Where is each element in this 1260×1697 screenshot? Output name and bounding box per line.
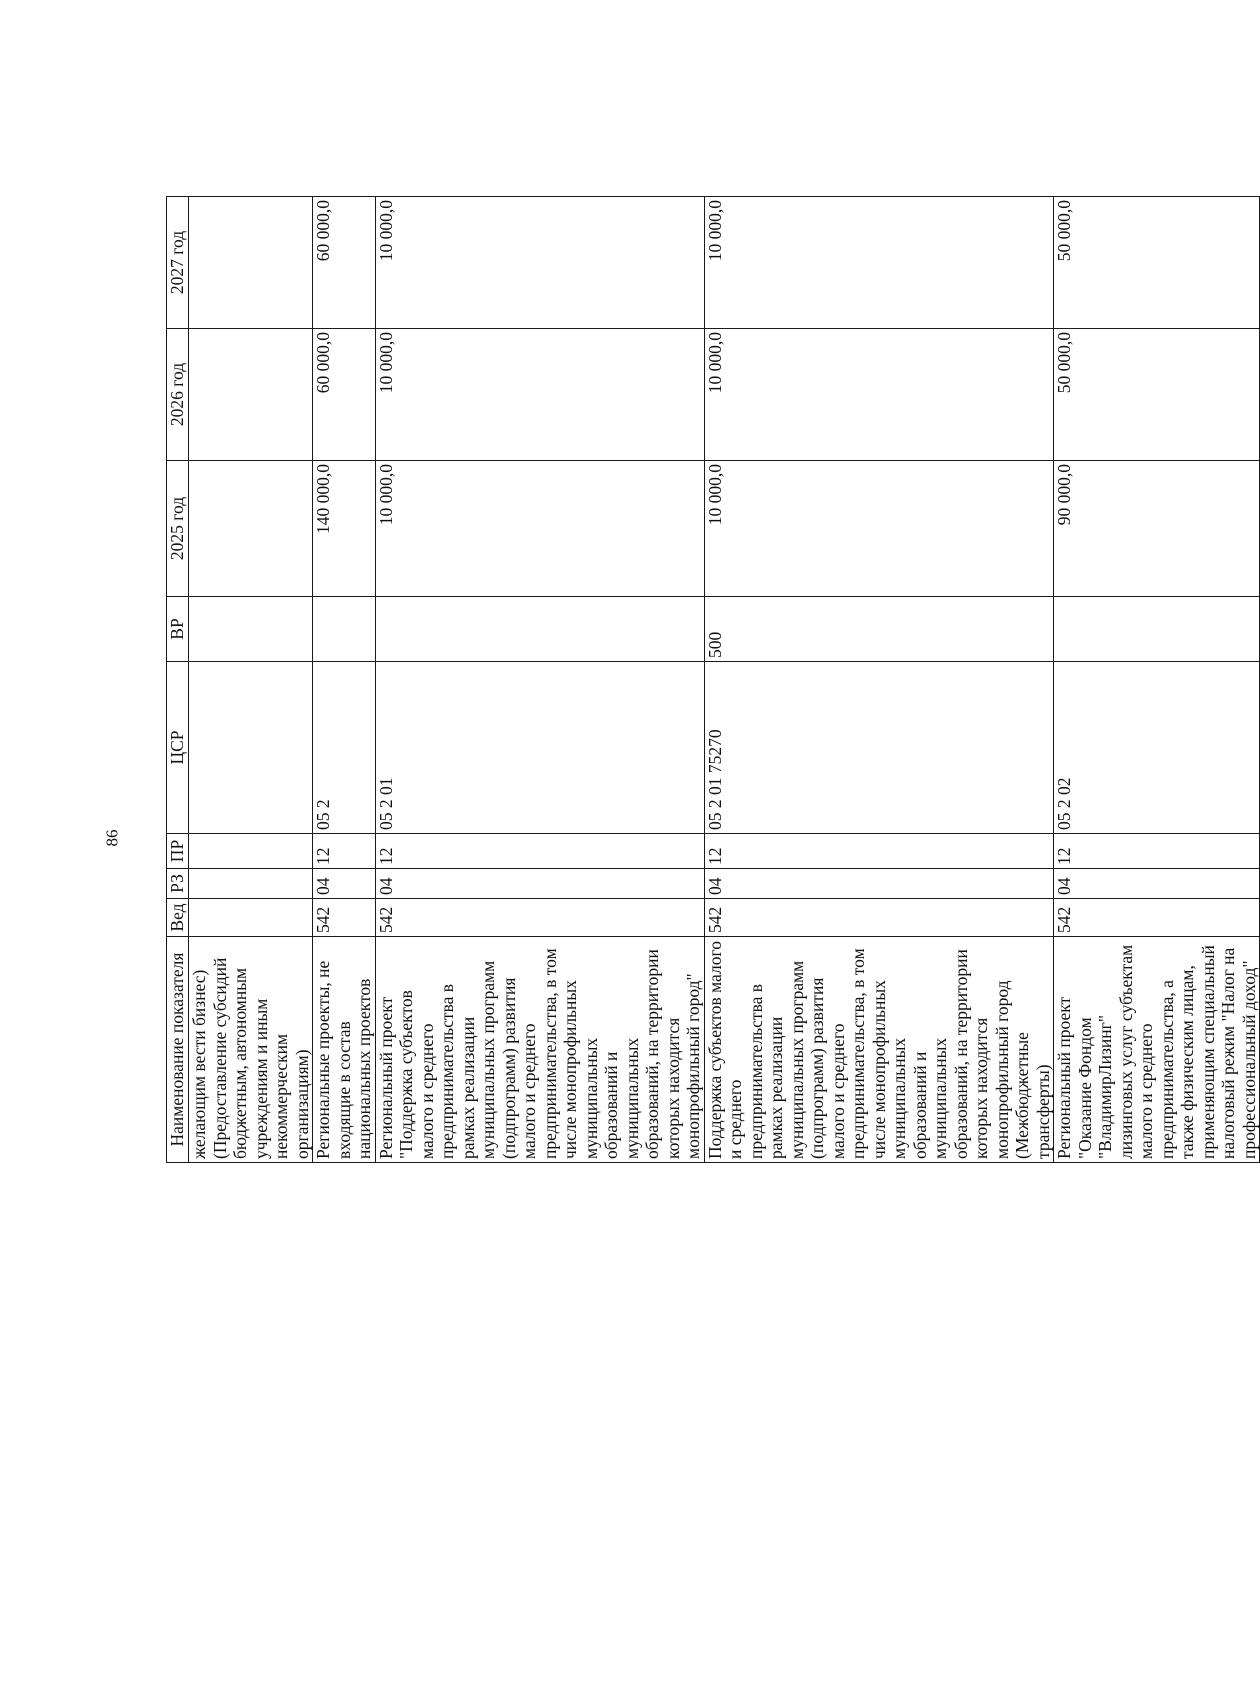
- header-pr: ПР: [167, 834, 189, 869]
- cell-ved: 542: [1054, 899, 1260, 937]
- rotated-page-content: [166, 102, 1259, 1302]
- cell-csr: 05 2 01 75270: [704, 662, 1054, 834]
- header-vr: ВР: [167, 597, 189, 662]
- cell-pr: 12: [1054, 834, 1260, 869]
- cell-rz: 04: [1054, 869, 1260, 899]
- cell-vr: [189, 597, 313, 662]
- cell-ved: 542: [704, 899, 1054, 937]
- cell-csr: [189, 662, 313, 834]
- table-header-row: [167, 197, 189, 1163]
- table-row: [375, 197, 704, 1163]
- cell-name: Поддержка субъектов малого и среднего предпринимательства в рамках реализации муниципальных программ (подпрограмм) развития малого и среднего предпринимательства, в том числе монопрофильных муниципальных образований и муниципальных образований, на территории которых находится монопрофильный город (Межбюджетные трансферты): [704, 937, 1054, 1163]
- header-2026: 2026 год: [167, 329, 189, 461]
- cell-2027: 60 000,0: [313, 197, 376, 329]
- header-ved: Вед: [167, 899, 189, 937]
- cell-vr: [313, 597, 376, 662]
- cell-name: желающим вести бизнес) (Предоставление субсидий бюджетным, автономным учреждениям и иным некоммерческим организациям): [189, 937, 313, 1163]
- cell-rz: 04: [704, 869, 1054, 899]
- cell-2027: 50 000,0: [1054, 197, 1260, 329]
- cell-rz: 04: [375, 869, 704, 899]
- cell-pr: 12: [704, 834, 1054, 869]
- cell-ved: [189, 899, 313, 937]
- cell-2025: 140 000,0: [313, 461, 376, 597]
- header-rz: РЗ: [167, 869, 189, 899]
- cell-vr: [375, 597, 704, 662]
- cell-2026: 10 000,0: [704, 329, 1054, 461]
- cell-2027: [189, 197, 313, 329]
- cell-pr: 12: [375, 834, 704, 869]
- header-csr: ЦСР: [167, 662, 189, 834]
- cell-pr: 12: [313, 834, 376, 869]
- cell-vr: 500: [704, 597, 1054, 662]
- cell-vr: [1054, 597, 1260, 662]
- cell-csr: 05 2 02: [1054, 662, 1260, 834]
- page-number: 86: [102, 829, 122, 847]
- cell-2026: 50 000,0: [1054, 329, 1260, 461]
- table-row: [189, 197, 313, 1163]
- cell-csr: 05 2 01: [375, 662, 704, 834]
- cell-2026: 10 000,0: [375, 329, 704, 461]
- table-row: [704, 197, 1054, 1163]
- cell-2027: 10 000,0: [704, 197, 1054, 329]
- cell-name: Региональный проект "Поддержка субъектов малого и среднего предпринимательства в рамках реализации муниципальных программ (подпрограмм) развития малого и среднего предпринимательства, в том числе монопрофильных муниципальных образований и муниципальных образований, на территории которых находится монопрофильный город": [375, 937, 704, 1163]
- cell-ved: 542: [313, 899, 376, 937]
- cell-2026: [189, 329, 313, 461]
- header-2027: 2027 год: [167, 197, 189, 329]
- cell-2025: 10 000,0: [704, 461, 1054, 597]
- cell-csr: 05 2: [313, 662, 376, 834]
- header-name: Наименование показателя: [167, 937, 189, 1163]
- cell-name: Региональные проекты, не входящие в состав национальных проектов: [313, 937, 376, 1163]
- cell-name: Региональный проект "Оказание Фондом "ВладимирЛизинг" лизинговых услуг субъектам малого и среднего предпринимательства, а также физическим лицам, применяющим специальный налоговый режим "Налог на профессиональный доход": [1054, 937, 1260, 1163]
- cell-2026: 60 000,0: [313, 329, 376, 461]
- cell-rz: [189, 869, 313, 899]
- table-row: [313, 197, 376, 1163]
- cell-ved: 542: [375, 899, 704, 937]
- budget-table: [166, 196, 1260, 1163]
- cell-2027: 10 000,0: [375, 197, 704, 329]
- cell-pr: [189, 834, 313, 869]
- header-2025: 2025 год: [167, 461, 189, 597]
- cell-rz: 04: [313, 869, 376, 899]
- cell-2025: [189, 461, 313, 597]
- table-row: [1054, 197, 1260, 1163]
- cell-2025: 90 000,0: [1054, 461, 1260, 597]
- cell-2025: 10 000,0: [375, 461, 704, 597]
